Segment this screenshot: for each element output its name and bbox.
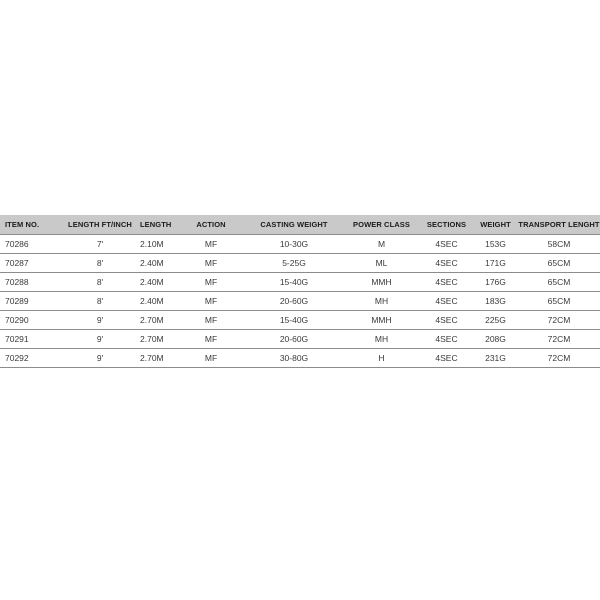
table-row [0, 273, 600, 292]
cell-weight: 153G [478, 235, 513, 254]
cell-item-no: 70288 [0, 273, 60, 292]
cell-item-no: 70287 [0, 254, 60, 273]
column-header-length: LENGTH [140, 215, 182, 235]
cell-casting-weight: 15-40G [240, 273, 348, 292]
cell-length-ft-inch: 7' [60, 235, 140, 254]
cell-casting-weight: 15-40G [240, 311, 348, 330]
cell-length-ft-inch: 8' [60, 273, 140, 292]
cell-casting-weight: 30-80G [240, 349, 348, 368]
cell-transport-length: 65CM [513, 254, 600, 273]
cell-casting-weight: 10-30G [240, 235, 348, 254]
cell-length: 2.40M [140, 254, 182, 273]
column-header-action: ACTION [182, 215, 240, 235]
cell-weight: 176G [478, 273, 513, 292]
cell-power-class: MMH [348, 311, 415, 330]
cell-length-ft-inch: 9' [60, 349, 140, 368]
cell-item-no: 70291 [0, 330, 60, 349]
column-header-sections: SECTIONS [415, 215, 478, 235]
cell-length: 2.70M [140, 311, 182, 330]
cell-sections: 4SEC [415, 235, 478, 254]
cell-action: MF [182, 330, 240, 349]
cell-transport-length: 65CM [513, 273, 600, 292]
cell-sections: 4SEC [415, 311, 478, 330]
cell-length-ft-inch: 9' [60, 330, 140, 349]
cell-action: MF [182, 349, 240, 368]
cell-length-ft-inch: 8' [60, 292, 140, 311]
cell-sections: 4SEC [415, 273, 478, 292]
column-header-casting-weight: CASTING WEIGHT [240, 215, 348, 235]
cell-length-ft-inch: 8' [60, 254, 140, 273]
cell-weight: 183G [478, 292, 513, 311]
column-header-weight: WEIGHT [478, 215, 513, 235]
table-row [0, 330, 600, 349]
cell-weight: 231G [478, 349, 513, 368]
cell-length: 2.70M [140, 330, 182, 349]
cell-power-class: MMH [348, 273, 415, 292]
cell-power-class: H [348, 349, 415, 368]
cell-casting-weight: 20-60G [240, 330, 348, 349]
table-row [0, 254, 600, 273]
column-header-length-ft-inch: LENGTH FT/INCH [60, 215, 140, 235]
cell-action: MF [182, 292, 240, 311]
cell-sections: 4SEC [415, 349, 478, 368]
cell-sections: 4SEC [415, 292, 478, 311]
cell-casting-weight: 20-60G [240, 292, 348, 311]
cell-action: MF [182, 273, 240, 292]
cell-sections: 4SEC [415, 330, 478, 349]
cell-action: MF [182, 254, 240, 273]
cell-weight: 225G [478, 311, 513, 330]
cell-transport-length: 58CM [513, 235, 600, 254]
cell-transport-length: 72CM [513, 311, 600, 330]
cell-length: 2.70M [140, 349, 182, 368]
cell-power-class: M [348, 235, 415, 254]
table-header-row [0, 215, 600, 235]
cell-item-no: 70286 [0, 235, 60, 254]
cell-length: 2.40M [140, 273, 182, 292]
cell-transport-length: 65CM [513, 292, 600, 311]
cell-power-class: ML [348, 254, 415, 273]
cell-length: 2.10M [140, 235, 182, 254]
table-row [0, 235, 600, 254]
column-header-item-no: ITEM NO. [0, 215, 60, 235]
cell-transport-length: 72CM [513, 330, 600, 349]
cell-length: 2.40M [140, 292, 182, 311]
cell-item-no: 70292 [0, 349, 60, 368]
cell-casting-weight: 5-25G [240, 254, 348, 273]
cell-action: MF [182, 311, 240, 330]
cell-sections: 4SEC [415, 254, 478, 273]
table-row [0, 311, 600, 330]
cell-weight: 171G [478, 254, 513, 273]
cell-power-class: MH [348, 292, 415, 311]
cell-action: MF [182, 235, 240, 254]
column-header-power-class: POWER CLASS [348, 215, 415, 235]
product-spec-table [0, 215, 600, 368]
cell-item-no: 70290 [0, 311, 60, 330]
cell-transport-length: 72CM [513, 349, 600, 368]
cell-length-ft-inch: 9' [60, 311, 140, 330]
column-header-transport-length: TRANSPORT LENGHT [513, 215, 600, 235]
table-row [0, 349, 600, 368]
cell-item-no: 70289 [0, 292, 60, 311]
table-row [0, 292, 600, 311]
cell-power-class: MH [348, 330, 415, 349]
cell-weight: 208G [478, 330, 513, 349]
